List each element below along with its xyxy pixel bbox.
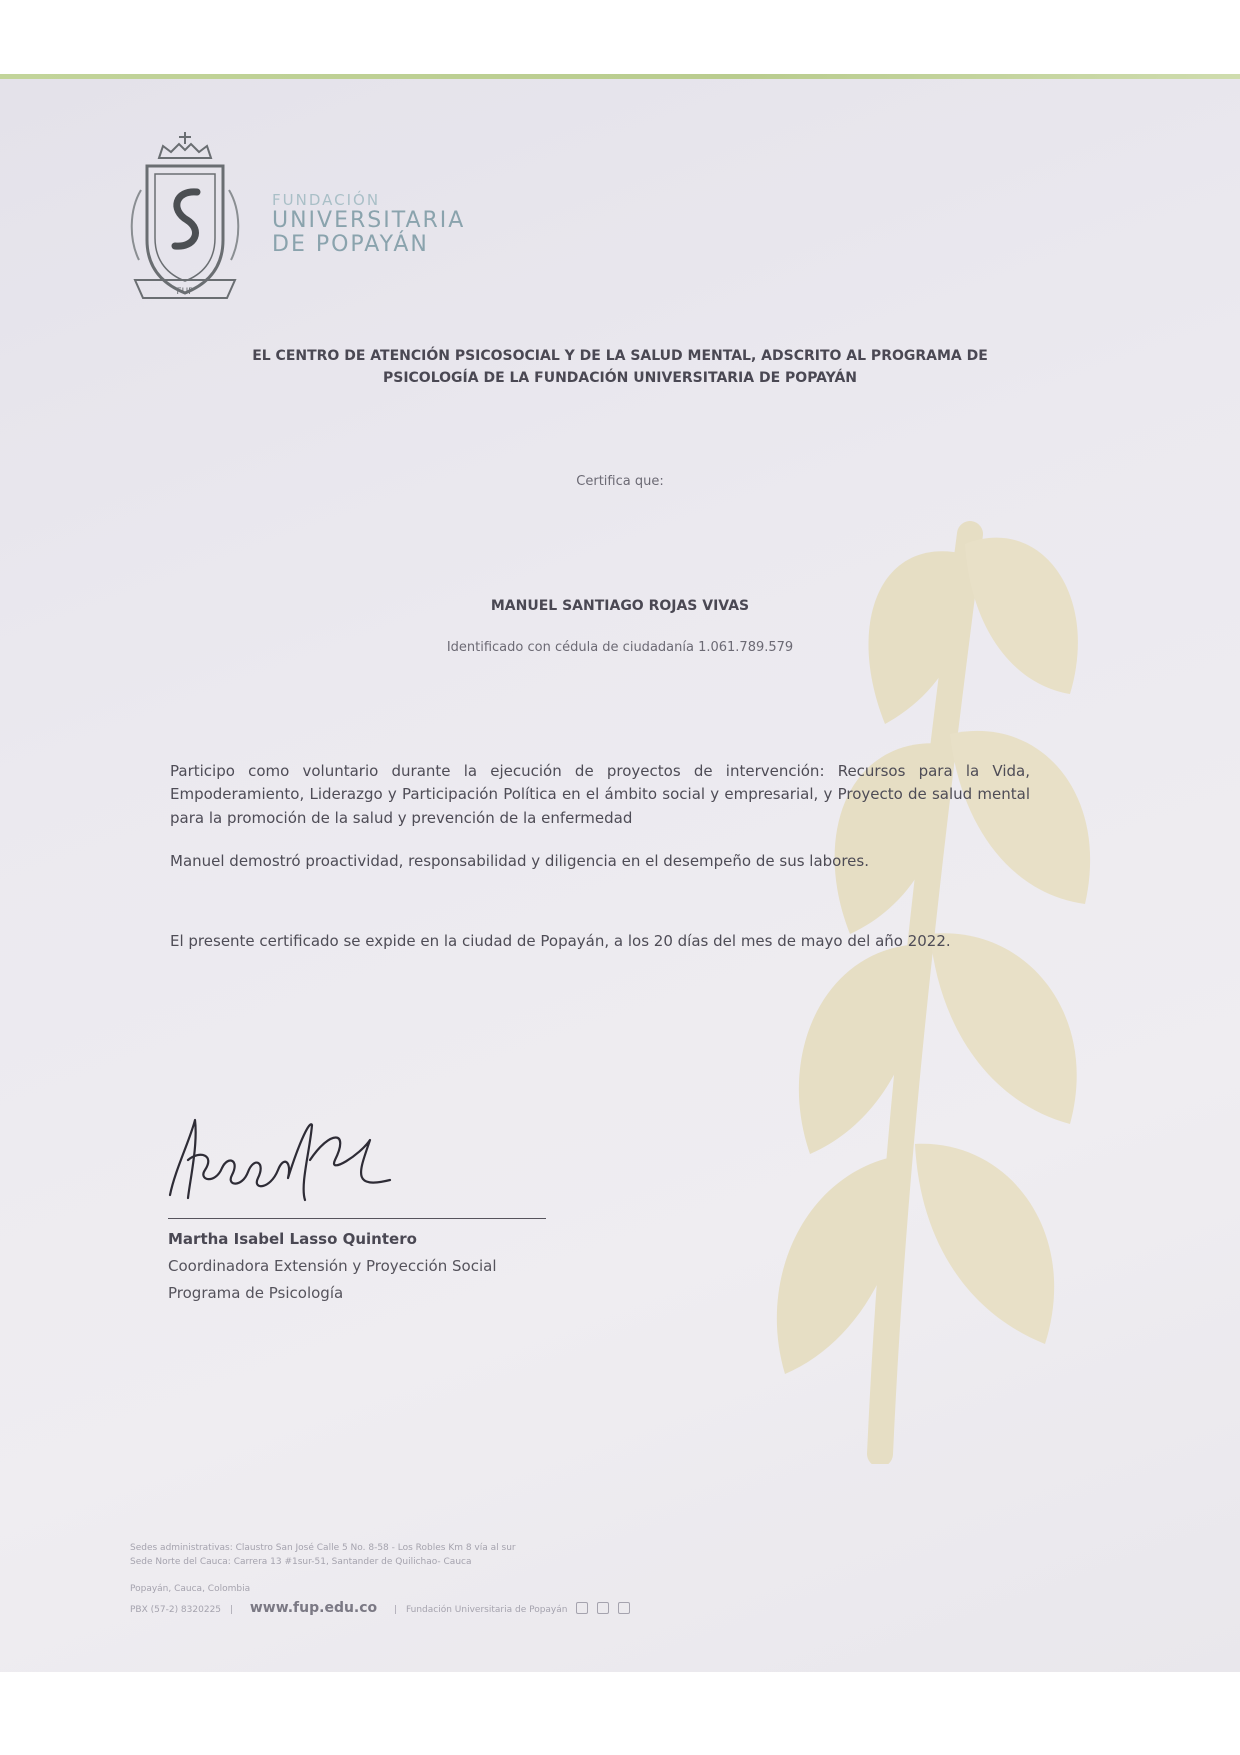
signature-line (168, 1218, 546, 1219)
footer-phone: PBX (57-2) 8320225 (130, 1605, 222, 1615)
logo-line-de-popayan: DE POPAYÁN (272, 231, 429, 257)
footer-separator: | (229, 1605, 233, 1615)
facebook-icon[interactable] (597, 1602, 609, 1614)
heading-line-2: PSICOLOGÍA DE LA FUNDACIÓN UNIVERSITARIA DE POPAYÁN (382, 370, 858, 387)
leaf-watermark-icon (740, 474, 1120, 1464)
footer-website-link[interactable]: www.fup.edu.co (249, 1600, 378, 1616)
handwritten-signature-icon (160, 1100, 420, 1210)
youtube-icon[interactable] (618, 1602, 630, 1614)
footer-org-name: Fundación Universitaria de Popayán (405, 1605, 568, 1615)
bottom-background (0, 1672, 1240, 1755)
certificate-paper (0, 79, 1240, 1672)
footer-social-icons (576, 1602, 636, 1617)
university-logo-text (272, 192, 465, 257)
top-background (0, 0, 1240, 78)
footer-contact (130, 1600, 636, 1617)
signer-program: Programa de Psicología (168, 1284, 344, 1302)
body-paragraph-2: Manuel demostró proactividad, responsabilidad y diligencia en el desempeño de sus labores. (170, 852, 869, 870)
university-crest-icon (115, 130, 255, 305)
logo-line-universitaria: UNIVERSITARIA (272, 207, 466, 233)
signer-name: Martha Isabel Lasso Quintero (168, 1230, 417, 1248)
footer-city: Popayán, Cauca, Colombia (130, 1584, 251, 1594)
certificate-heading (150, 345, 1090, 390)
student-id-text: Identificado con cédula de ciudadanía 1.061.789.579 (446, 640, 794, 655)
heading-line-1: EL CENTRO DE ATENCIÓN PSICOSOCIAL Y DE LA SALUD MENTAL, ADSCRITO AL PROGRAMA DE (252, 348, 988, 364)
instagram-icon[interactable] (576, 1602, 588, 1614)
body-paragraph-3: El presente certificado se expide en la ciudad de Popayán, a los 20 días del mes de mayo del año 2022. (170, 932, 951, 950)
body-paragraph-1: Participo como voluntario durante la ejecución de proyectos de intervención: Recursos para la Vida, Empoderamiento, Liderazgo y Participación Política en el ámbito social y empresarial, y Proyecto de salud mental para la promoción de la salud y prevención de la enfermedad (170, 762, 1030, 827)
logo-line-fundacion: FUNDACIÓN (272, 191, 381, 209)
certifica-label: Certifica que: (576, 474, 664, 489)
signer-role: Coordinadora Extensión y Proyección Social (168, 1257, 497, 1275)
crest-ribbon-text: FUP (176, 287, 194, 297)
footer-address-1: Sedes administrativas: Claustro San José Calle 5 No. 8-58 - Los Robles Km 8 vía al sur (130, 1543, 516, 1553)
footer-separator: | (394, 1605, 398, 1615)
student-name: MANUEL SANTIAGO ROJAS VIVAS (490, 598, 750, 614)
footer-address-2: Sede Norte del Cauca: Carrera 13 #1sur-51, Santander de Quilichao- Cauca (130, 1557, 472, 1567)
